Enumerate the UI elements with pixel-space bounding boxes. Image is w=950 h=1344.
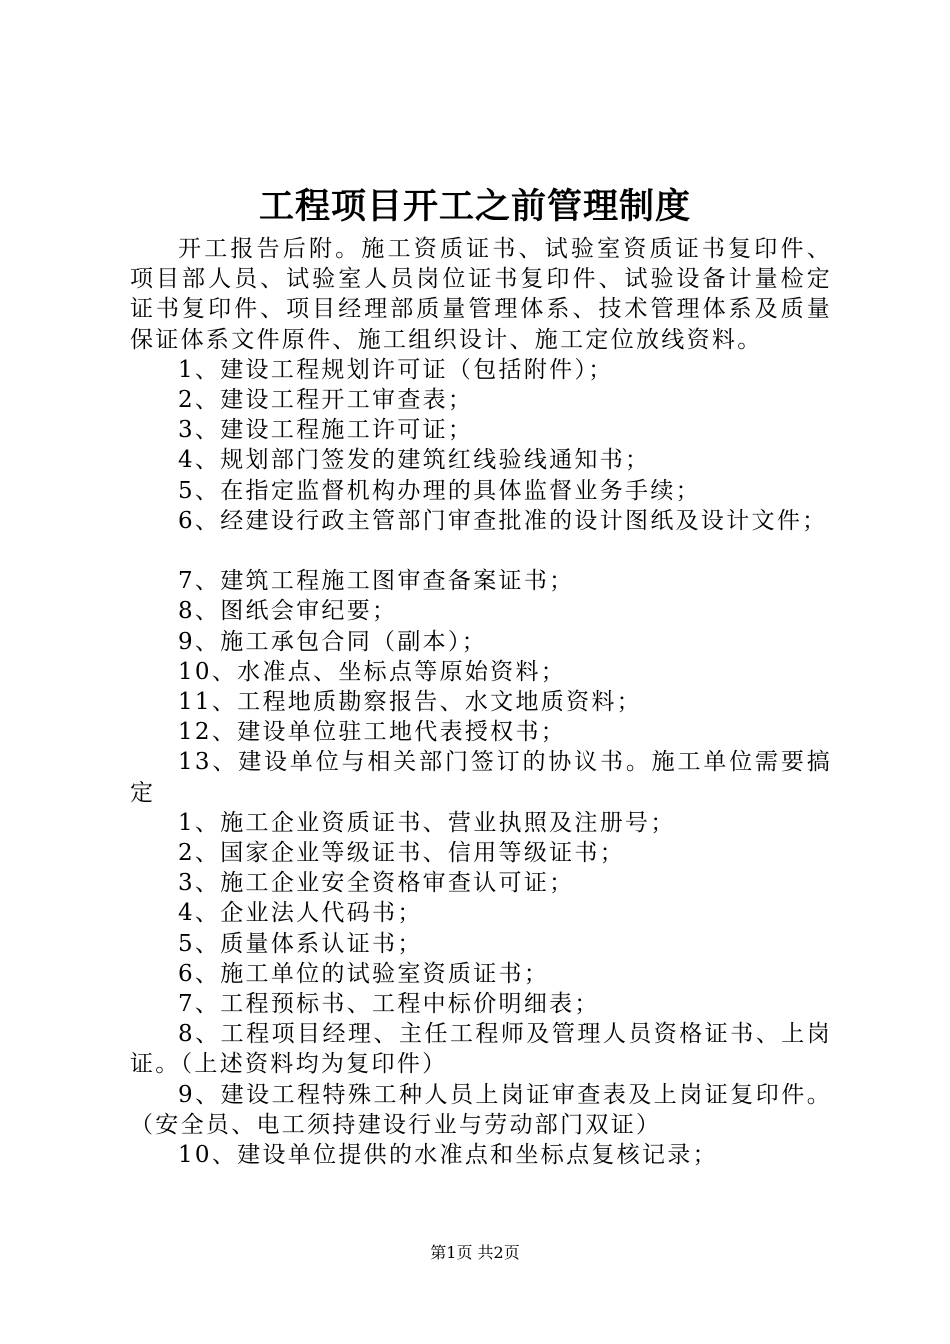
paragraph-item: 2、建设工程开工审查表； (178, 387, 474, 414)
blank-line (130, 536, 832, 566)
paragraph-item: 1、建设工程规划许可证（包括附件）； (178, 356, 614, 383)
paragraph-item: 8、图纸会审纪要； (178, 598, 398, 625)
paragraph-item: 11、工程地质勘察报告、水文地质资料； (178, 689, 642, 716)
paragraph-item: 1、施工企业资质证书、营业执照及注册号； (178, 809, 676, 836)
paragraph-item: 6、经建设行政主管部门审查批准的设计图纸及设计文件； (178, 507, 828, 534)
paragraph-item: 9、建设工程特殊工种人员上岗证审查表及上岗证复印件。（安全员、电工须持建设行业与劳动部门双证） (130, 1081, 832, 1138)
paragraph-item: 7、建筑工程施工图审查备案证书； (178, 568, 575, 595)
paragraph-item: 10、水准点、坐标点等原始资料； (178, 658, 567, 685)
paragraph-item: 13、建设单位与相关部门签订的协议书。施工单位需要搞定 (130, 749, 832, 806)
document-body (130, 234, 832, 1170)
paragraph-item: 8、工程项目经理、主任工程师及管理人员资格证书、上岗证。（上述资料均为复印件） (130, 1021, 832, 1078)
page-number-footer: 第1页 共2页 (430, 1243, 520, 1262)
paragraph-item: 7、工程预标书、工程中标价明细表； (178, 991, 600, 1018)
paragraph-item: 4、规划部门签发的建筑红线验线通知书； (178, 447, 651, 474)
paragraph-item: 3、施工企业安全资格审查认可证； (178, 870, 575, 897)
paragraph-item: 3、建设工程施工许可证； (178, 417, 474, 444)
paragraph-intro: 开工报告后附。施工资质证书、试验室资质证书复印件、项目部人员、试验室人员岗位证书复印件、试验设备计量检定证书复印件、项目经理部质量管理体系、技术管理体系及质量保证体系文件原件、施工组织设计、施工定位放线资料。 (130, 236, 832, 353)
paragraph-item: 10、建设单位提供的水准点和坐标点复核记录； (178, 1142, 718, 1169)
paragraph-item: 5、在指定监督机构办理的具体监督业务手续； (178, 477, 701, 504)
paragraph-item: 5、质量体系认证书； (178, 930, 423, 957)
paragraph-item: 12、建设单位驻工地代表授权书； (178, 719, 567, 746)
paragraph-item: 4、企业法人代码书； (178, 900, 423, 927)
document-title: 工程项目开工之前管理制度 (258, 187, 691, 227)
paragraph-item: 2、国家企业等级证书、信用等级证书； (178, 840, 626, 867)
paragraph-item: 9、施工承包合同（副本）； (178, 628, 488, 655)
paragraph-item: 6、施工单位的试验室资质证书； (178, 960, 550, 987)
